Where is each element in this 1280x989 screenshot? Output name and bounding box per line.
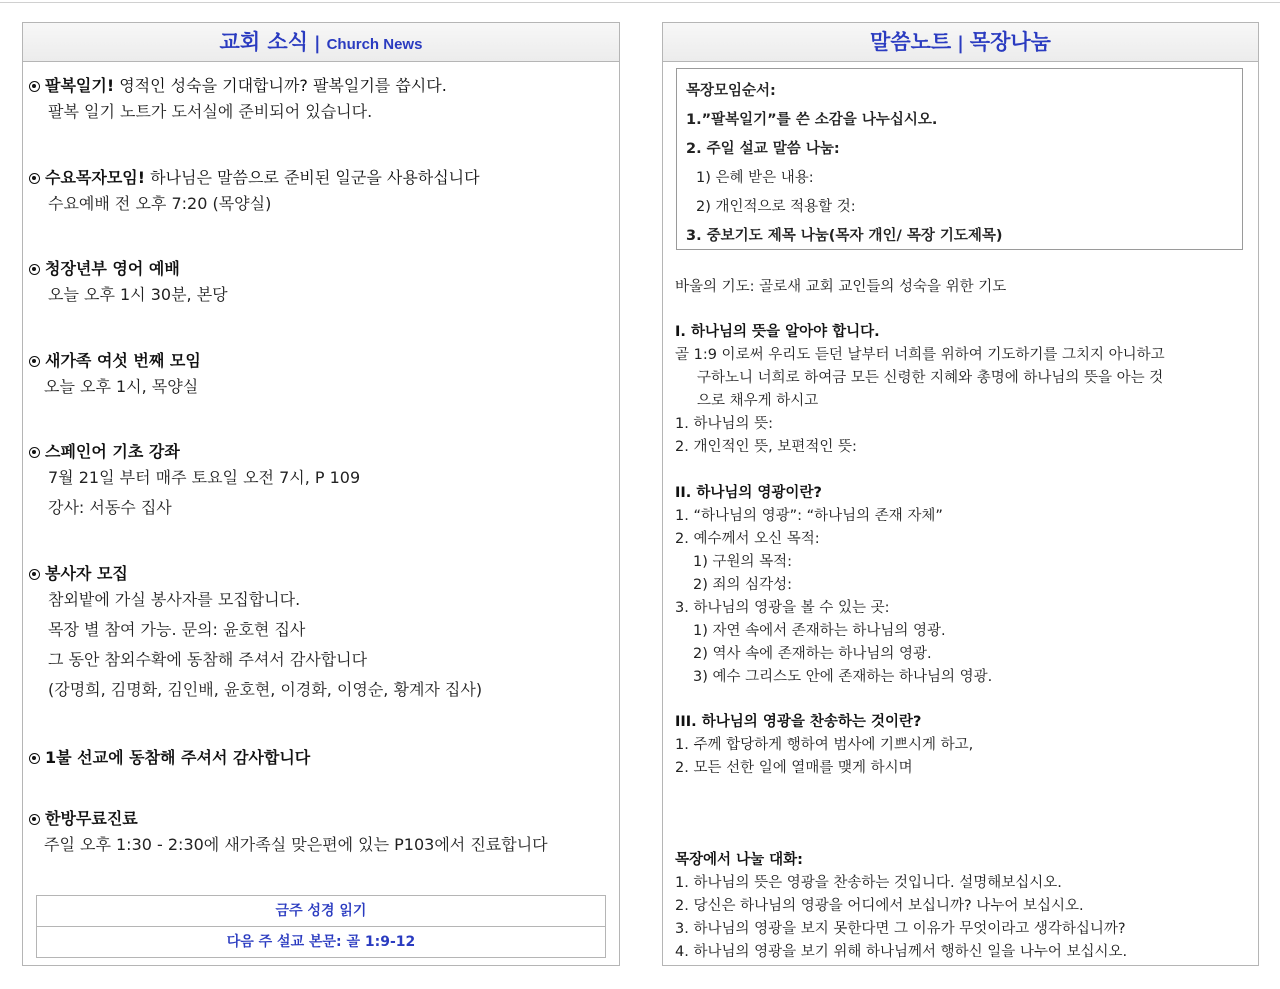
meeting-order-line: 2. 주일 설교 말씀 나눔: (686, 141, 840, 157)
next-sermon-text: 다음 주 설교 본문: 골 1:9-12 (37, 926, 605, 957)
news-item-line: (강명희, 김명화, 김인배, 윤호현, 이경화, 이영순, 황계자 집사) (48, 680, 483, 699)
section-2-subitem: 3) 예수 그리스도 안에 존재하는 하나님의 영광. (693, 669, 993, 685)
circle-bullet-icon (29, 753, 40, 764)
news-item-subtitle: 하나님은 말씀으로 준비된 일군을 사용하십니다 (145, 168, 480, 187)
sermon-note-header (663, 23, 1258, 62)
circle-bullet-icon (29, 569, 40, 580)
circle-bullet-icon (29, 814, 40, 825)
meeting-order-heading: 목장모임순서: (686, 83, 776, 99)
meeting-order-line: 1) 은혜 받은 내용: (696, 170, 814, 186)
circle-bullet-icon (29, 173, 40, 184)
verse-line: 으로 채우게 하시고 (697, 393, 819, 409)
news-item-line: 참외밭에 가실 봉사자를 모집합니다. (48, 590, 301, 609)
news-item-title: 청장년부 영어 예배 (45, 259, 180, 278)
circle-bullet-icon (29, 264, 40, 275)
news-item-line: 목장 별 참여 가능. 문의: 윤호현 집사 (48, 620, 306, 639)
talk-item: 4. 하나님의 영광을 보기 위해 하나님께서 행하신 일을 나누어 보십시오. (675, 944, 1128, 960)
news-item-line: 오늘 오후 1시 30분, 본당 (48, 285, 228, 304)
header-separator: | (957, 33, 964, 54)
sermon-note-title: 말씀노트 (870, 30, 952, 54)
section-2-subitem: 1) 자연 속에서 존재하는 하나님의 영광. (693, 623, 946, 639)
meeting-order-line: 3. 중보기도 제목 나눔(목자 개인/ 목장 기도제목) (686, 228, 1003, 244)
sermon-note-panel (662, 22, 1259, 966)
news-item-volunteers (29, 563, 609, 705)
news-item-spanish (29, 441, 609, 523)
news-item-line: 주일 오후 1:30 - 2:30에 새가족실 맞은편에 있는 P103에서 진료합니다 (44, 835, 548, 854)
news-item-line: 7월 21일 부터 매주 토요일 오전 7시, P 109 (48, 468, 361, 487)
section-2-subitem: 2) 역사 속에 존재하는 하나님의 영광. (693, 646, 932, 662)
news-item-title: 1불 선교에 동참해 주셔서 감사합니다 (45, 748, 311, 767)
meeting-order-line: 2) 개인적으로 적용할 것: (696, 199, 856, 215)
news-item-mission (29, 747, 609, 769)
church-news-header (23, 23, 619, 62)
section-1-heading: I. 하나님의 뜻을 알아야 합니다. (675, 324, 880, 340)
church-news-panel (22, 22, 620, 966)
section-1-item: 2. 개인적인 뜻, 보편적인 뜻: (675, 439, 857, 455)
news-item-title: 봉사자 모집 (45, 564, 128, 583)
news-item-line: 그 동안 참외수확에 동참해 주셔서 감사합니다 (48, 650, 368, 669)
section-3-heading: III. 하나님의 영광을 찬송하는 것이란? (675, 714, 922, 730)
section-2-subitem: 1) 구원의 목적: (693, 554, 793, 570)
news-item-palbok (29, 75, 609, 127)
news-item-line: 팔복 일기 노트가 도서실에 준비되어 있습니다. (48, 102, 373, 121)
talk-heading: 목장에서 나눌 대화: (675, 852, 803, 868)
section-2-item: 2. 예수께서 오신 목적: (675, 531, 820, 547)
section-2-subitem: 2) 죄의 심각성: (693, 577, 793, 593)
news-item-new-family (29, 350, 609, 402)
news-item-title: 스페인어 기초 강좌 (45, 442, 180, 461)
news-item-line: 강사: 서동수 집사 (48, 498, 172, 517)
meeting-order-line: 1.”팔복일기”를 쓴 소감을 나누십시오. (686, 112, 938, 128)
verse-line: 구하노니 너희로 하여금 모든 신령한 지혜와 총명에 하나님의 뜻을 아는 것 (697, 370, 1164, 386)
talk-item: 2. 당신은 하나님의 영광을 어디에서 보십니까? 나누어 보십시오. (675, 898, 1084, 914)
talk-item: 3. 하나님의 영광을 보지 못한다면 그 이유가 무엇이라고 생각하십니까? (675, 921, 1126, 937)
circle-bullet-icon (29, 356, 40, 367)
section-2-item: 3. 하나님의 영광을 볼 수 있는 곳: (675, 600, 890, 616)
circle-bullet-icon (29, 81, 40, 92)
header-separator: | (314, 33, 321, 54)
section-2-item: 1. “하나님의 영광”: “하나님의 존재 자체” (675, 508, 943, 524)
prayer-title: 바울의 기도: 골로새 교회 교인들의 성숙을 위한 기도 (675, 279, 1007, 295)
meeting-order-box (676, 68, 1243, 250)
bible-reading-box (36, 895, 606, 958)
cell-sharing-title: 목장나눔 (969, 30, 1051, 54)
news-item-english-service (29, 258, 609, 310)
section-2-heading: II. 하나님의 영광이란? (675, 485, 822, 501)
weekly-reading-label: 금주 성경 읽기 (275, 903, 367, 919)
news-item-subtitle: 영적인 성숙을 기대합니까? 팔복일기를 씁시다. (114, 76, 447, 95)
news-item-line: 오늘 오후 1시, 목양실 (44, 377, 199, 396)
church-news-title-en: Church News (326, 36, 423, 53)
section-3-item: 1. 주께 합당하게 행하여 범사에 기쁘시게 하고, (675, 737, 974, 753)
news-item-title: 팔복일기! (45, 76, 115, 95)
top-divider (0, 2, 1280, 3)
talk-item: 1. 하나님의 뜻은 영광을 찬송하는 것입니다. 설명해보십시오. (675, 875, 1062, 891)
news-item-line: 수요예배 전 오후 7:20 (목양실) (48, 194, 272, 213)
news-item-title: 새가족 여섯 번째 모임 (45, 351, 201, 370)
circle-bullet-icon (29, 447, 40, 458)
verse-line: 골 1:9 이로써 우리도 듣던 날부터 너희를 위하여 기도하기를 그치지 아니하고 (675, 347, 1165, 363)
news-item-clinic (29, 808, 609, 860)
church-news-title-ko: 교회 소식 (219, 30, 309, 54)
news-item-title: 한방무료진료 (45, 809, 138, 828)
section-3-item: 2. 모든 선한 일에 열매를 맺게 하시며 (675, 760, 913, 776)
section-1-item: 1. 하나님의 뜻: (675, 416, 773, 432)
news-item-wednesday (29, 167, 609, 219)
news-item-title: 수요목자모임! (45, 168, 146, 187)
